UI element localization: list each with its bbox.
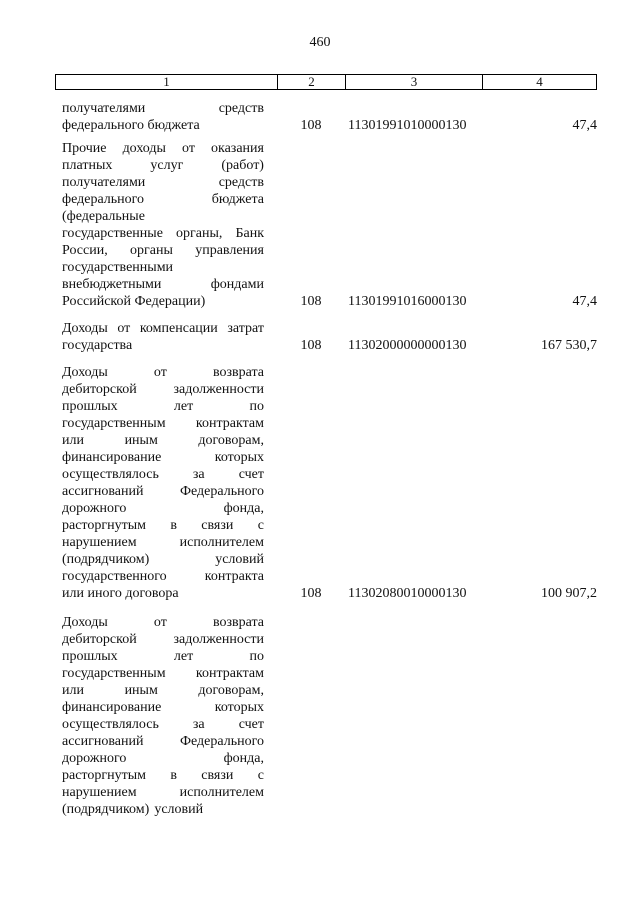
name-word: государственным (62, 666, 166, 681)
name-word: или (62, 683, 84, 698)
name-line (62, 225, 264, 242)
page-number: 460 (309, 35, 331, 50)
name-line (62, 801, 264, 818)
name-line (62, 614, 264, 631)
row-name (62, 614, 264, 818)
name-word: в (170, 518, 177, 533)
name-word: федерального бюджета (62, 118, 200, 133)
name-word: внебюджетными (62, 277, 162, 292)
name-word: лет (173, 399, 194, 414)
name-word: услуг (150, 158, 184, 173)
name-word: Российской Федерации) (62, 294, 206, 309)
name-line (62, 517, 264, 534)
name-word: дебиторской (62, 382, 137, 397)
name-word: бюджета (211, 192, 264, 207)
name-line (62, 716, 264, 733)
header-col-1: 1 (56, 75, 278, 89)
name-line (62, 432, 264, 449)
name-line (62, 767, 264, 784)
row-amount: 167 530,7 (541, 338, 597, 353)
row-kbk: 11302000000000130 (348, 338, 467, 353)
table-header (55, 74, 597, 90)
row-name (62, 100, 264, 134)
name-word: условий (215, 552, 264, 567)
name-word: платных (62, 158, 113, 173)
name-word: (подрядчиком) (62, 552, 150, 567)
name-line (62, 648, 264, 665)
name-word: органы, (176, 226, 223, 241)
name-word: управления (195, 243, 264, 258)
row-amount: 47,4 (572, 118, 597, 133)
row-code: 108 (300, 586, 322, 601)
name-word: исполнителем (179, 785, 264, 800)
name-word: финансирование (62, 450, 162, 465)
name-word: осуществлялось (62, 717, 159, 732)
name-line (62, 398, 264, 415)
name-word: задолженности (173, 632, 264, 647)
row-kbk: 11301991010000130 (348, 118, 467, 133)
row-kbk: 11301991016000130 (348, 294, 467, 309)
name-word: или (62, 433, 84, 448)
name-line (62, 174, 264, 191)
name-word: (федеральные (62, 209, 145, 224)
name-word: связи (201, 768, 234, 783)
name-word: (работ) (221, 158, 264, 173)
name-word: от (153, 615, 167, 630)
name-word: средств (218, 175, 264, 190)
name-word: исполнителем (179, 535, 264, 550)
header-col-4: 4 (536, 74, 543, 89)
name-word: расторгнутым (62, 768, 146, 783)
name-word: иным (124, 433, 158, 448)
header-col-2: 2 (278, 75, 346, 89)
name-word: дорожного (62, 501, 127, 516)
name-line (62, 381, 264, 398)
name-word: государственные (62, 226, 163, 241)
name-word: Прочие (62, 141, 107, 156)
name-word: государственного (62, 569, 167, 584)
name-line (62, 568, 264, 585)
name-word: (подрядчиком) (62, 802, 150, 817)
name-line (62, 500, 264, 517)
name-word: договорам, (198, 683, 264, 698)
name-line (62, 320, 264, 337)
name-word: от (182, 141, 195, 156)
header-col-3: 3 (346, 75, 483, 89)
name-word: счет (238, 467, 264, 482)
name-word: органы (130, 243, 173, 258)
name-word: государства (62, 338, 133, 353)
row-name (62, 140, 264, 310)
name-word: Доходы (62, 365, 108, 380)
name-word: счет (238, 717, 264, 732)
name-word: получателями (62, 175, 146, 190)
name-line (62, 631, 264, 648)
name-word: России, (62, 243, 108, 258)
name-line (62, 259, 264, 276)
name-word: задолженности (173, 382, 264, 397)
name-line (62, 242, 264, 259)
name-word: лет (173, 649, 194, 664)
name-word: Банк (235, 226, 264, 241)
name-line (62, 699, 264, 716)
row-amount: 100 907,2 (541, 586, 597, 601)
name-word: нарушением (62, 535, 137, 550)
name-word: нарушением (62, 785, 137, 800)
name-line (62, 449, 264, 466)
name-word: финансирование (62, 700, 162, 715)
row-name (62, 364, 264, 602)
name-line (62, 466, 264, 483)
name-line (62, 208, 264, 225)
name-word: государственными (62, 260, 174, 275)
row-amount: 47,4 (572, 294, 597, 309)
name-line (62, 293, 264, 310)
name-line (62, 100, 264, 117)
name-word: оказания (211, 141, 264, 156)
name-word: затрат (227, 321, 264, 336)
name-line (62, 364, 264, 381)
row-code: 108 (300, 118, 322, 133)
name-word: с (257, 518, 264, 533)
row-name (62, 320, 264, 354)
row-code: 108 (300, 294, 322, 309)
name-word: прошлых (62, 649, 118, 664)
name-word: которых (214, 450, 264, 465)
name-word: средств (218, 101, 264, 116)
name-word: за (192, 717, 205, 732)
name-word: дебиторской (62, 632, 137, 647)
name-word: фонда, (223, 501, 264, 516)
name-line (62, 276, 264, 293)
name-word: или иного договора (62, 586, 179, 601)
name-line (62, 682, 264, 699)
name-word: по (249, 399, 264, 414)
name-word: Федерального (179, 734, 264, 749)
row-code: 108 (300, 338, 322, 353)
name-line (62, 733, 264, 750)
name-line (62, 157, 264, 174)
name-word: в (170, 768, 177, 783)
name-word: федерального (62, 192, 145, 207)
name-line (62, 551, 264, 568)
name-word: связи (201, 518, 234, 533)
name-word: от (153, 365, 167, 380)
name-word: возврата (212, 615, 264, 630)
name-word: Доходы (62, 615, 108, 630)
name-line (62, 117, 264, 134)
name-word: договорам, (198, 433, 264, 448)
name-word: иным (124, 683, 158, 698)
name-line (62, 534, 264, 551)
name-word: контрактам (195, 416, 264, 431)
name-line (62, 415, 264, 432)
name-word: которых (214, 700, 264, 715)
name-word: за (192, 467, 205, 482)
name-word: Федерального (179, 484, 264, 499)
name-word: государственным (62, 416, 166, 431)
name-word: доходы (122, 141, 166, 156)
name-word: по (249, 649, 264, 664)
name-line (62, 585, 264, 602)
row-kbk: 11302080010000130 (348, 586, 467, 601)
name-word: с (257, 768, 264, 783)
name-word: Доходы (62, 321, 108, 336)
name-line (62, 750, 264, 767)
name-word: компенсации (139, 321, 218, 336)
name-word: ассигнований (62, 484, 144, 499)
name-word: расторгнутым (62, 518, 146, 533)
name-word: от (117, 321, 131, 336)
name-word: возврата (212, 365, 264, 380)
name-line (62, 140, 264, 157)
name-word: дорожного (62, 751, 127, 766)
name-line (62, 784, 264, 801)
name-word: контрактам (195, 666, 264, 681)
name-word: фонда, (223, 751, 264, 766)
name-word: прошлых (62, 399, 118, 414)
name-line (62, 483, 264, 500)
name-word: контракта (204, 569, 264, 584)
name-line (62, 337, 264, 354)
name-word: условий (154, 802, 204, 817)
name-word: ассигнований (62, 734, 144, 749)
name-word: фондами (210, 277, 264, 292)
name-word: осуществлялось (62, 467, 159, 482)
name-line (62, 665, 264, 682)
name-word: получателями (62, 101, 146, 116)
name-line (62, 191, 264, 208)
